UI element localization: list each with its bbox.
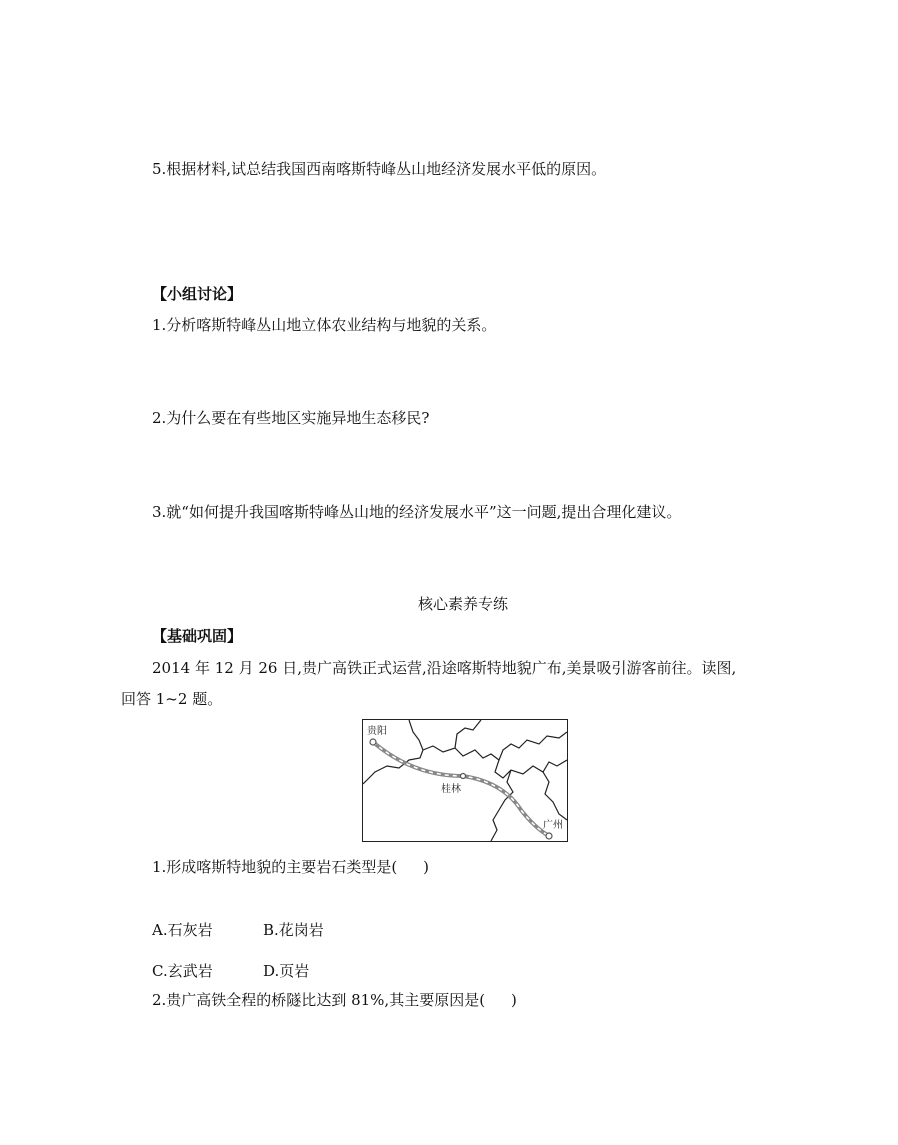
guilin-marker bbox=[461, 774, 466, 779]
q1-option-b: B.花岗岩 bbox=[263, 921, 324, 939]
railway-map bbox=[362, 719, 568, 842]
railway-map-svg bbox=[363, 720, 567, 841]
province-boundary-6 bbox=[543, 772, 567, 820]
q1-option-d: D.页岩 bbox=[263, 962, 310, 980]
railway-line bbox=[373, 742, 549, 836]
label-guangzhou: 广州 bbox=[543, 820, 563, 831]
practice-intro-line-1: 2014 年 12 月 26 日,贵广高铁正式运营,沿途喀斯特地貌广布,美景吸引游客前往。读图, bbox=[152, 659, 737, 677]
guiyang-marker bbox=[370, 739, 376, 745]
q2-stem: 2.贵广高铁全程的桥隧比达到 81%,其主要原因是( bbox=[152, 991, 486, 1009]
railway-line-dash bbox=[373, 742, 549, 836]
q2-stem-line bbox=[152, 990, 517, 1010]
q1-stem-end: ) bbox=[423, 858, 430, 876]
practice-intro-line-2: 回答 1~2 题。 bbox=[121, 690, 223, 708]
province-boundary-3 bbox=[499, 732, 567, 760]
q2-stem-end: ) bbox=[511, 991, 517, 1009]
q1-stem-line bbox=[152, 857, 429, 877]
province-boundary-4 bbox=[455, 720, 481, 748]
q1-option-a: A.石灰岩 bbox=[152, 921, 213, 939]
discussion-item-1: 1.分析喀斯特峰丛山地立体农业结构与地貌的关系。 bbox=[152, 316, 497, 334]
discussion-item-3: 3.就“如何提升我国喀斯特峰丛山地的经济发展水平”这一问题,提出合理化建议。 bbox=[152, 503, 682, 521]
question-5: 5.根据材料,试总结我国西南喀斯特峰丛山地经济发展水平低的原因。 bbox=[152, 160, 607, 178]
label-guilin: 桂林 bbox=[441, 784, 461, 795]
q1-option-c: C.玄武岩 bbox=[152, 962, 213, 980]
label-guiyang: 贵阳 bbox=[367, 726, 387, 737]
practice-section-heading: 【基础巩固】 bbox=[152, 627, 243, 645]
discussion-item-2: 2.为什么要在有些地区实施异地生态移民? bbox=[152, 409, 430, 427]
province-boundary-5 bbox=[491, 770, 513, 841]
group-discussion-heading: 【小组讨论】 bbox=[152, 285, 243, 303]
practice-title: 核心素养专练 bbox=[418, 595, 509, 613]
q1-stem: 1.形成喀斯特地貌的主要岩石类型是( bbox=[152, 858, 398, 876]
guangzhou-marker bbox=[546, 833, 552, 839]
